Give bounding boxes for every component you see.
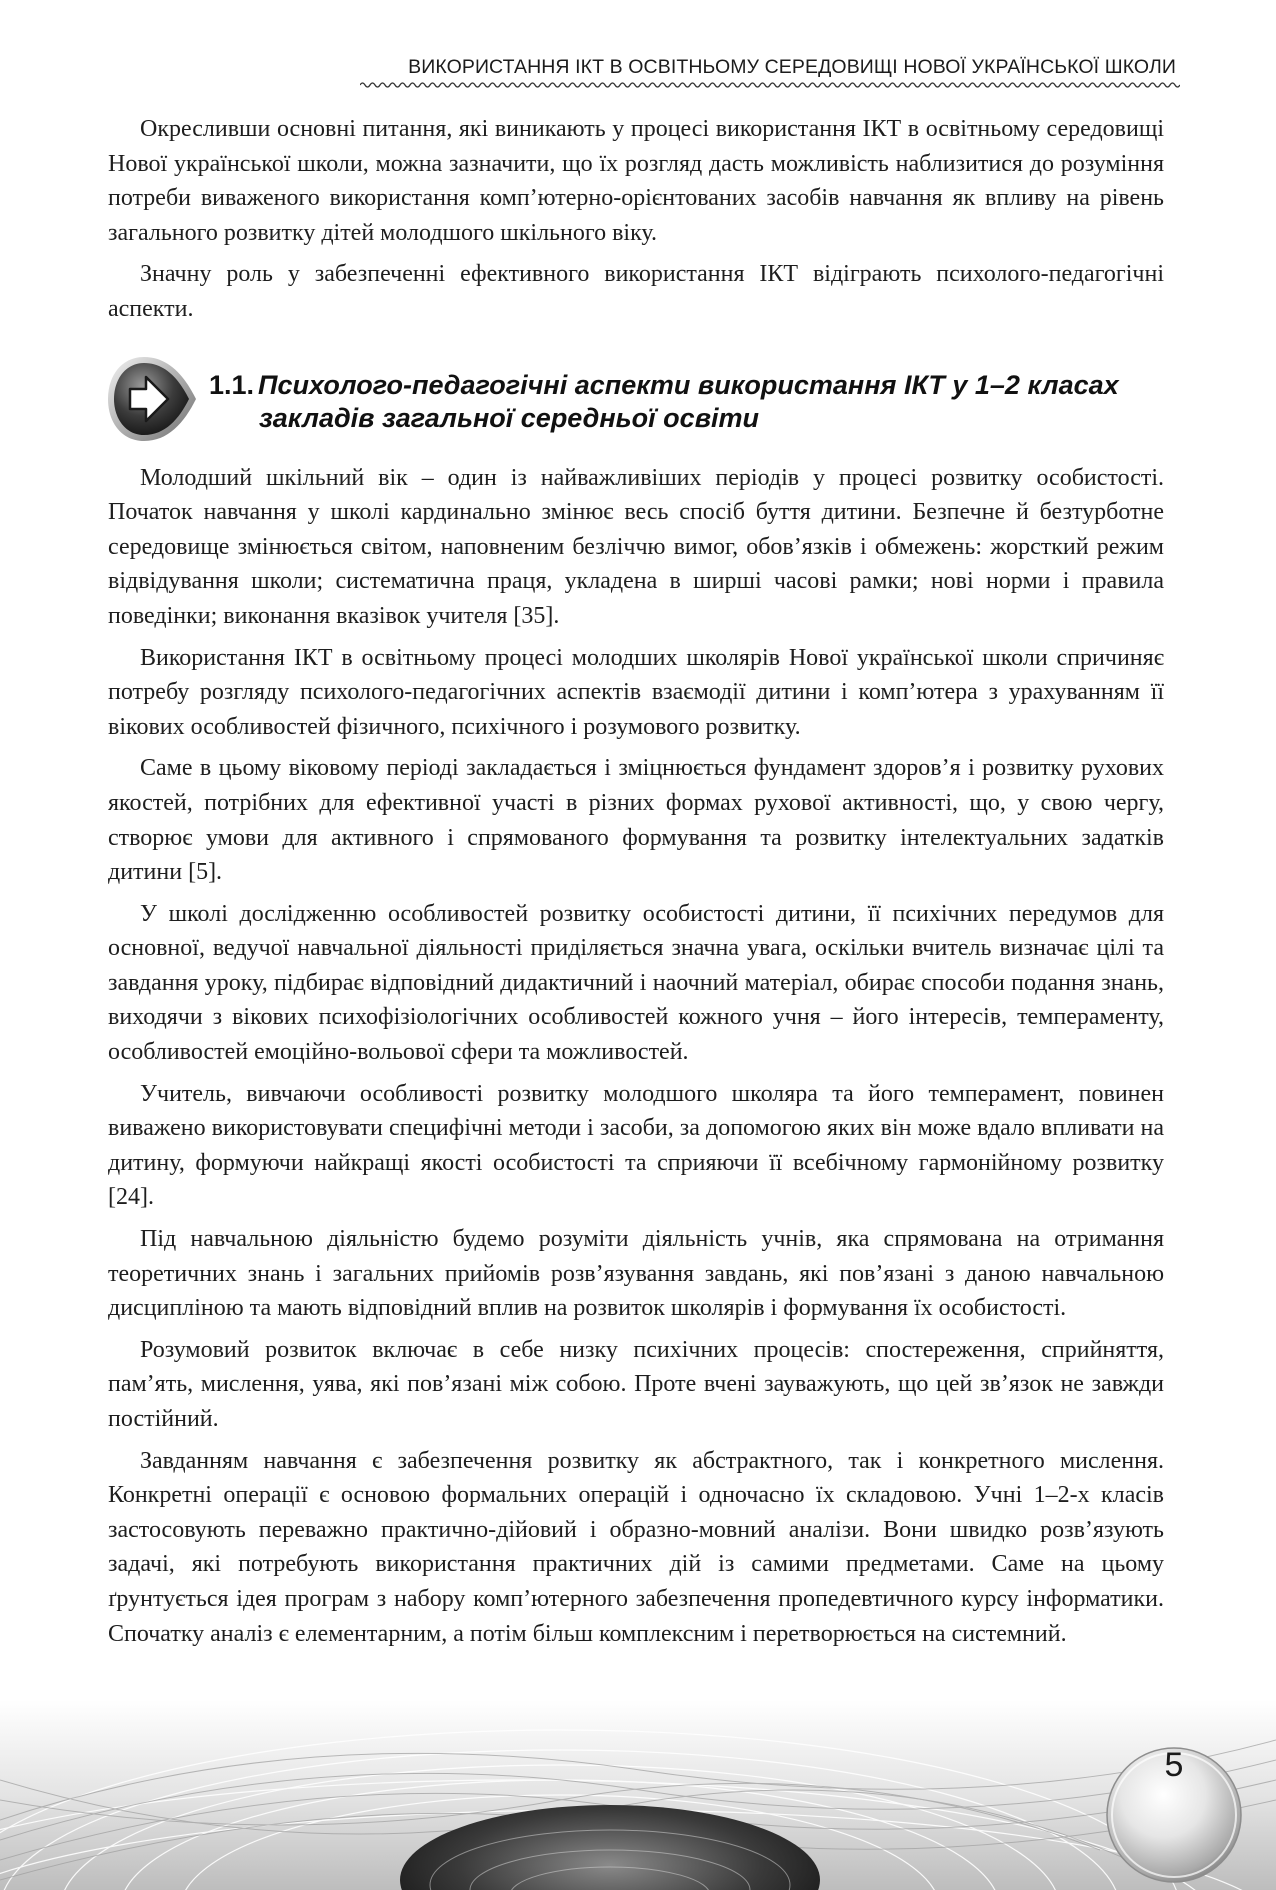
section-title-line1: Психолого-педагогічні аспекти використання ІКТ у 1–2 класах [258, 369, 1119, 400]
header-wavy-rule [360, 80, 1180, 90]
body-paragraph: Учитель, вивчаючи особливості розвитку молодшого школяра та його темперамент, повинен виважено використовувати специфічні методи і засоби, за допомогою яких він може вдало впливати на дитину, формуючи найкращі якості особистості та сприяючи її всебічному гармонійному розвитку [24]. [108, 1080, 1164, 1211]
body-paragraph: У школі дослідженню особливостей розвитку особистості дитини, її психічних передумов для основної, ведучої навчальної діяльності приділяється значна увага, оскільки вчитель визначає цілі та завдання уроку, підбирає відповідний дидактичний і наочний матеріал, обирає способи подання знань, виходячи з вікових психофізіологічних особливостей кожного учня – його інтересів, темпераменту, особливостей емоційно-вольової сфери та можливостей. [108, 900, 1164, 1066]
body-paragraph: Завданням навчання є забезпечення розвитку як абстрактного, так і конкретного мислення. Конкретні операції є основою формальних операцій і одночасно їх складовою. Учні 1–2-х класів застосовують переважно практично-дійовий і образно-мовний аналізи. Вони швидко розв’язують задачі, які потребують використання практичних дій із самими предметами. Саме на цьому ґрунтується ідея програм з набору комп’ютерного забезпечення пропедевтичного курсу інформатики. Спочатку аналіз є елементарним, а потім більш комплексним і перетворюється на системний. [108, 1447, 1164, 1647]
running-header: ВИКОРИСТАННЯ ІКТ В ОСВІТНЬОМУ СЕРЕДОВИЩІ НОВОЇ УКРАЇНСЬКОЇ ШКОЛИ [408, 56, 1176, 78]
body-paragraph: Саме в цьому віковому періоді закладається і зміцнюється фундамент здоров’я і розвитку рухових якостей, потрібних для ефективної участі в різних формах рухової активності, що, у свою чергу, створює умови для активного і спрямованого формування та розвитку інтелектуальних задатків дитини [5]. [108, 755, 1164, 886]
section-heading [108, 349, 1164, 453]
arrow-right-badge-icon [104, 351, 200, 447]
page-content [108, 112, 1164, 1651]
section-title [209, 369, 1119, 435]
intro-paragraph: Окресливши основні питання, які виникають у процесі використання ІКТ в освітньому середовищі Нової української школи, можна зазначити, що їх розгляд дасть можливість наблизитися до розуміння потреби виваженого використання комп’ютерно-орієнтованих засобів навчання як впливу на рівень загального розвитку дітей молодшого шкільного віку. [108, 116, 1164, 246]
section-title-line2: закладів загальної середньої освіти [259, 402, 760, 433]
body-paragraph: Під навчальною діяльністю будемо розуміти діяльність учнів, яка спрямована на отримання теоретичних знань і загальних прийомів розв’язування завдань, які пов’язані з даною навчальною дисципліною та мають відповідний вплив на розвиток школярів і формування їх особистості. [108, 1226, 1164, 1322]
footer-decoration [0, 1700, 1276, 1890]
page-number: 5 [1164, 1746, 1184, 1784]
intro-paragraph: Значну роль у забезпеченні ефективного використання ІКТ відіграють психолого-педагогічні аспекти. [108, 261, 1164, 322]
section-number: 1.1. [209, 369, 255, 400]
body-paragraph: Розумовий розвиток включає в себе низку психічних процесів: спостереження, сприйняття, пам’ять, мислення, уява, які пов’язані між собою. Проте вчені зауважують, що цей зв’язок не завжди постійний. [108, 1336, 1164, 1432]
body-paragraph: Використання ІКТ в освітньому процесі молодших школярів Нової української школи спричиняє потребу розгляду психолого-педагогічних аспектів взаємодії дитини і комп’ютера з урахуванням її вікових особливостей фізичного, психічного і розумового розвитку. [108, 644, 1164, 740]
body-paragraph: Молодший шкільний вік – один із найважливіших періодів у процесі розвитку особистості. Початок навчання у школі кардинально змінює весь спосіб буття дитини. Безпечне й безтурботне середовище змінюється світом, наповненим безліччю вимог, обов’язків і обмежень: жорсткий режим відвідування школи; систематична праця, укладена в ширші часові рамки; нові норми і правила поведінки; виконання вказівок учителя [35]. [108, 464, 1164, 629]
